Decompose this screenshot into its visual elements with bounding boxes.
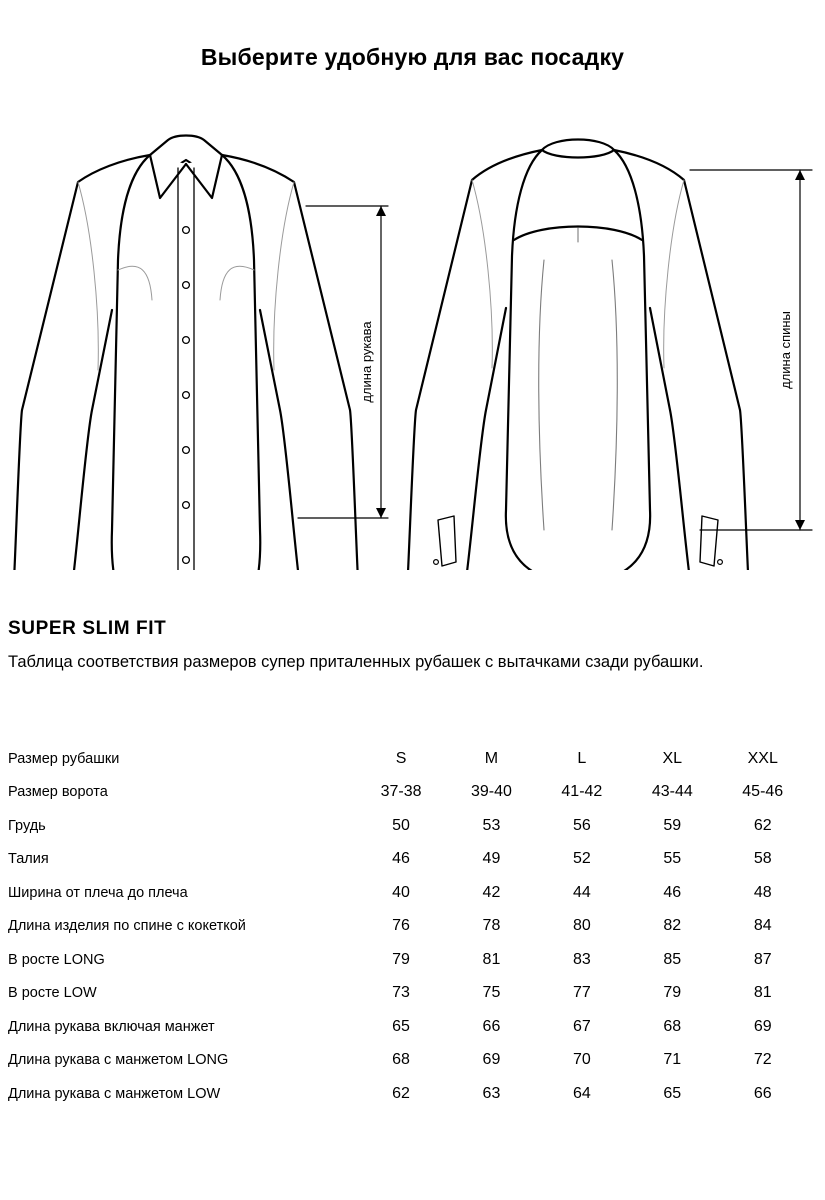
row-label: Длина рукава включая манжет: [8, 1018, 215, 1035]
column-header-l: L: [577, 749, 587, 767]
cell-value: 69: [753, 1017, 772, 1035]
row-label: Длина рукава с манжетом LONG: [8, 1052, 229, 1069]
cell-value: 63: [482, 1084, 501, 1102]
table-row: [8, 776, 808, 810]
row-label: Ширина от плеча до плеча: [8, 884, 188, 901]
cell-value: 81: [753, 984, 772, 1002]
cell-value: 64: [572, 1084, 591, 1102]
cell-value: 42: [482, 883, 501, 901]
column-header-xxl: XXL: [747, 749, 778, 767]
fit-description-block: [8, 618, 808, 675]
table-row: [8, 876, 808, 910]
cell-value: 39-40: [470, 783, 512, 801]
cell-value: 85: [663, 950, 682, 968]
cell-value: 87: [753, 950, 772, 968]
cell-value: 46: [663, 883, 682, 901]
cell-value: 69: [482, 1051, 501, 1069]
back-length-label: длина спины: [778, 311, 793, 389]
row-label: Грудь: [8, 817, 46, 834]
cell-value: 40: [392, 883, 410, 901]
page-title: Выберите удобную для вас посадку: [200, 44, 625, 70]
column-header-s: S: [395, 749, 407, 767]
table-row: [8, 1044, 808, 1078]
cell-value: 78: [482, 917, 501, 935]
fit-description: Таблица соответствия размеров супер приталенных рубашек с вытачками сзади рубашки.: [8, 653, 704, 671]
shirt-back-illustration: [404, 140, 752, 571]
cell-value: 41-42: [561, 783, 603, 801]
cell-value: 43-44: [651, 783, 693, 801]
cell-value: 76: [392, 917, 410, 935]
row-label: В росте LOW: [8, 985, 97, 1002]
cell-value: 62: [753, 816, 772, 834]
table-row: [8, 910, 808, 944]
table-row: [8, 977, 808, 1011]
cell-value: 83: [572, 950, 591, 968]
fit-name: SUPER SLIM FIT: [8, 618, 167, 639]
front-sleeve-label: длина рукава: [359, 321, 374, 403]
shirt-illustrations: [0, 110, 825, 570]
cell-value: 77: [572, 984, 591, 1002]
cell-value: 84: [753, 917, 772, 935]
row-label: Длина рукава с манжетом LOW: [8, 1085, 221, 1102]
cell-value: 58: [753, 850, 772, 868]
size-table: [8, 742, 808, 1111]
table-header-row: [8, 742, 808, 776]
row-label: Размер ворота: [8, 784, 108, 801]
shirt-front-illustration: [10, 136, 362, 571]
cell-value: 46: [392, 850, 410, 868]
row-label: Талия: [8, 851, 49, 868]
cell-value: 65: [663, 1084, 682, 1102]
cell-value: 55: [663, 850, 682, 868]
cell-value: 82: [663, 917, 682, 935]
cell-value: 73: [392, 984, 410, 1002]
cell-value: 80: [572, 917, 591, 935]
table-row: [8, 843, 808, 877]
table-row: [8, 943, 808, 977]
cell-value: 72: [753, 1051, 772, 1069]
row-label: Длина изделия по спине с кокеткой: [8, 918, 246, 935]
cell-value: 71: [663, 1051, 682, 1069]
cell-value: 52: [572, 850, 591, 868]
cell-value: 79: [392, 950, 410, 968]
cell-value: 37-38: [380, 783, 422, 801]
cell-value: 68: [392, 1051, 410, 1069]
cell-value: 68: [663, 1017, 682, 1035]
cell-value: 66: [482, 1017, 501, 1035]
cell-value: 44: [572, 883, 591, 901]
cell-value: 45-46: [742, 783, 784, 801]
table-row: [8, 1010, 808, 1044]
cell-value: 79: [663, 984, 682, 1002]
row-label: В росте LONG: [8, 951, 105, 968]
cell-value: 53: [482, 816, 501, 834]
cell-value: 75: [482, 984, 501, 1002]
size-table-body: [8, 742, 808, 1111]
cell-value: 67: [572, 1017, 591, 1035]
column-header-m: M: [484, 749, 499, 767]
table-row: [8, 809, 808, 843]
column-header-xl: XL: [662, 749, 683, 767]
cell-value: 59: [663, 816, 682, 834]
cell-value: 81: [482, 950, 501, 968]
cell-value: 50: [392, 816, 410, 834]
cell-value: 70: [572, 1051, 591, 1069]
table-row: [8, 1077, 808, 1111]
table-header-label: Размер рубашки: [8, 750, 120, 767]
cell-value: 49: [482, 850, 501, 868]
cell-value: 62: [392, 1084, 410, 1102]
cell-value: 48: [753, 883, 772, 901]
cell-value: 66: [753, 1084, 772, 1102]
cell-value: 56: [572, 816, 591, 834]
cell-value: 65: [392, 1017, 410, 1035]
